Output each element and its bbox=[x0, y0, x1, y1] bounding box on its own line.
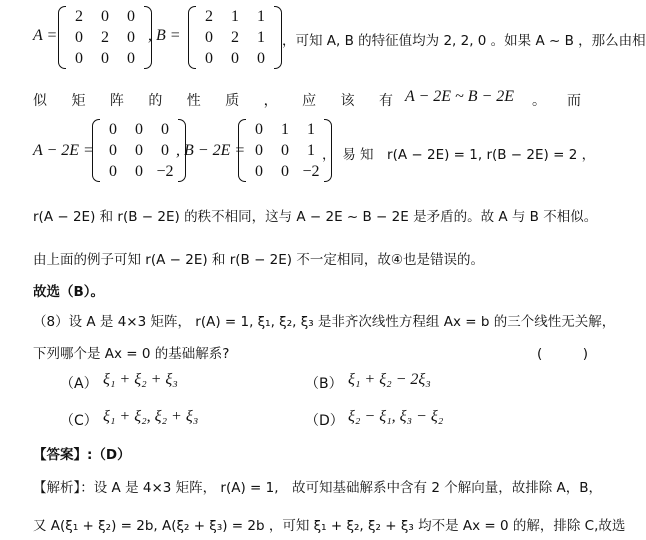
matrix-a-2e-cell: 0 bbox=[109, 142, 117, 159]
line2-char: 矩 bbox=[71, 93, 86, 109]
option-d-text: ξ₂ − ξ₁, ξ₃ − ξ₂ bbox=[348, 408, 444, 425]
matrix-b-2e-cell: 0 bbox=[281, 163, 289, 180]
option-a-text: ξ₁ + ξ₂ + ξ₃ bbox=[103, 371, 178, 388]
matrix-b-cell: 0 bbox=[231, 50, 239, 67]
line2-char: 该 bbox=[340, 93, 355, 109]
line2-chars bbox=[33, 90, 393, 110]
matrix-b-2e-cell: 1 bbox=[307, 121, 315, 138]
line2-char: 性 bbox=[186, 93, 201, 109]
matrix-b-cell: 0 bbox=[257, 50, 265, 67]
label-A: A = bbox=[33, 27, 58, 44]
matrix-a-cell: 0 bbox=[75, 50, 83, 67]
q8-stem: （8）设 A 是 4×3 矩阵， r(A) = 1, ξ₁, ξ₂, ξ₃ 是非齐次线性方程组 Ax = b 的三个线性无关解， bbox=[33, 314, 616, 330]
matrix-a-2e-cell: 0 bbox=[135, 142, 143, 159]
matrix-b-2e-cell: 1 bbox=[307, 142, 315, 159]
line2-char: 似 bbox=[33, 93, 47, 109]
matrix-a-cell: 2 bbox=[75, 8, 83, 25]
matrix-a-2e-cell: 0 bbox=[135, 121, 143, 138]
option-c-label: （C） bbox=[60, 413, 98, 429]
matrix-b-2e-cell: 0 bbox=[255, 142, 263, 159]
line5: 由上面的例子可知 r(A − 2E) 和 r(B − 2E) 不一定相同，故④也是错误的。 bbox=[33, 252, 484, 268]
matrix-b-2e-cell: 1 bbox=[281, 121, 289, 138]
label-A-2E: A − 2E = bbox=[33, 142, 94, 159]
option-c-text: ξ₁ + ξ₂, ξ₂ + ξ₃ bbox=[103, 408, 199, 425]
label-B-2E: , B − 2E = bbox=[176, 142, 246, 159]
matrix-a-cell: 0 bbox=[127, 50, 135, 67]
option-b-label: （B） bbox=[305, 376, 343, 392]
line3-text: ， 易 知 r(A − 2E) = 1, r(B − 2E) = 2 ， bbox=[322, 147, 596, 163]
matrix-b-cell: 0 bbox=[205, 29, 213, 46]
matrix-A-2E bbox=[92, 119, 186, 182]
option-b-text: ξ₁ + ξ₂ − 2ξ₃ bbox=[348, 371, 431, 388]
label-B: , B = bbox=[148, 27, 181, 44]
matrix-b-cell: 1 bbox=[231, 8, 239, 25]
matrix-B bbox=[188, 6, 282, 69]
conclusion: 故选（B）。 bbox=[33, 284, 105, 300]
matrix-a-cell: 2 bbox=[101, 29, 109, 46]
matrix-b-2e-cell: 0 bbox=[255, 163, 263, 180]
matrix-a-cell: 0 bbox=[101, 50, 109, 67]
line2-char: 的 bbox=[148, 93, 163, 109]
matrix-a-cell: 0 bbox=[127, 8, 135, 25]
line4: r(A − 2E) 和 r(B − 2E) 的秩不相同，这与 A − 2E ~ B − 2E 是矛盾的。故 A 与 B 不相似。 bbox=[33, 209, 598, 225]
answer: 【答案】:（D） bbox=[33, 447, 131, 463]
matrix-a-cell: 0 bbox=[75, 29, 83, 46]
line2-char: 阵 bbox=[109, 93, 124, 109]
option-d-label: （D） bbox=[305, 413, 344, 429]
matrix-A bbox=[58, 6, 152, 69]
matrix-b-2e-cell: 0 bbox=[281, 142, 289, 159]
matrix-b-cell: 0 bbox=[205, 50, 213, 67]
line2-char: 质 bbox=[225, 93, 240, 109]
line2-char: ， bbox=[263, 93, 278, 109]
matrix-B-2E bbox=[238, 119, 332, 182]
line2-char: 有 bbox=[378, 93, 393, 109]
matrix-b-cell: 2 bbox=[205, 8, 213, 25]
matrix-b-cell: 1 bbox=[257, 8, 265, 25]
matrix-a-2e-cell: 0 bbox=[135, 163, 143, 180]
matrix-a-2e-cell: −2 bbox=[156, 163, 174, 180]
matrix-a-cell: 0 bbox=[101, 8, 109, 25]
matrix-a-cell: 0 bbox=[127, 29, 135, 46]
line2-char: 应 bbox=[302, 93, 317, 109]
matrix-b-2e-cell: −2 bbox=[302, 163, 320, 180]
matrix-b-2e-cell: 0 bbox=[255, 121, 263, 138]
option-a-label: （A） bbox=[60, 376, 98, 392]
matrix-b-cell: 2 bbox=[231, 29, 239, 46]
last-line: 又 A(ξ₁ + ξ₂) = 2b, A(ξ₂ + ξ₃) = 2b ，可知 ξ₁ + ξ₂, ξ₂ + ξ₃ 均不是 Ax = 0 的解，排除 C,故选 bbox=[33, 518, 626, 534]
matrix-b-cell: 1 bbox=[257, 29, 265, 46]
line1-text: ，可知 A, B 的特征值均为 2, 2, 0 。如果 A ~ B ，那么由相 bbox=[282, 33, 646, 49]
matrix-a-2e-cell: 0 bbox=[109, 121, 117, 138]
matrix-a-2e-cell: 0 bbox=[161, 142, 169, 159]
line2-formula: A − 2E ~ B − 2E bbox=[405, 88, 515, 105]
matrix-a-2e-cell: 0 bbox=[109, 163, 117, 180]
analysis: 【解析】：设 A 是 4×3 矩阵， r(A) = 1, 故可知基础解系中含有 2 个解向量，故排除 A，B， bbox=[33, 480, 602, 496]
line2-end: 。 而 bbox=[532, 93, 581, 109]
q8-answer-paren: ( ) bbox=[537, 346, 589, 362]
q8-question: 下列哪个是 Ax = 0 的基础解系? bbox=[33, 346, 230, 362]
matrix-a-2e-cell: 0 bbox=[161, 121, 169, 138]
